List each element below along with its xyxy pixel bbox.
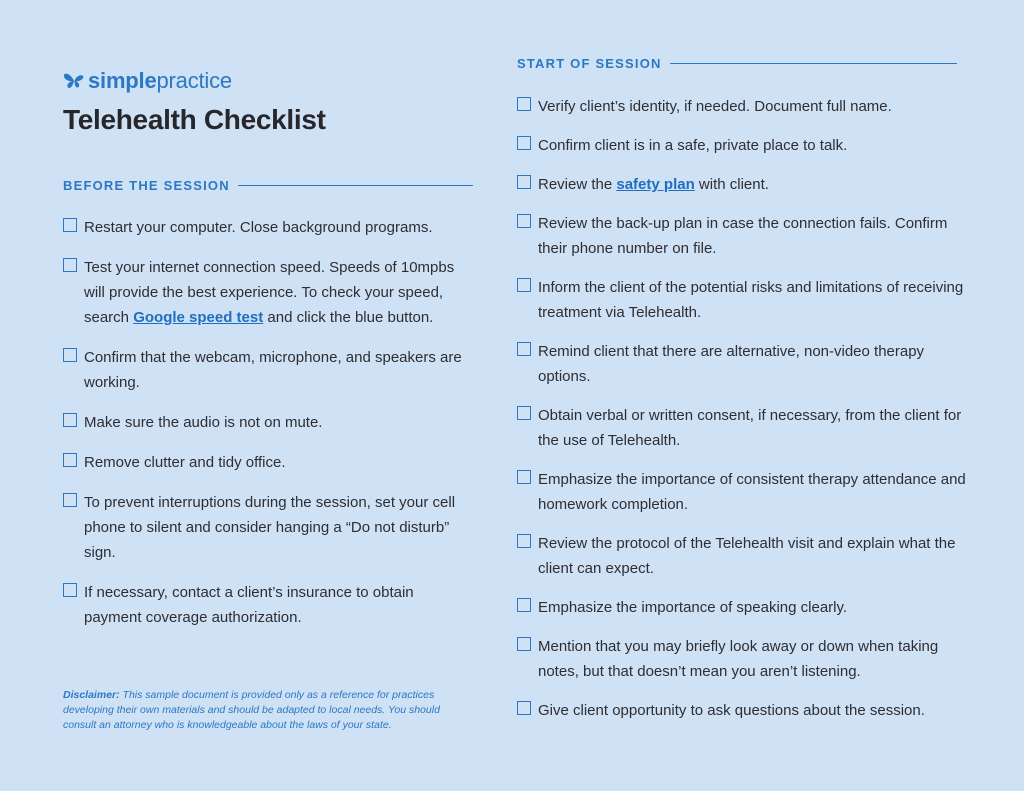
checklist-item: Review the back-up plan in case the connection fails. Confirm their phone number on file. — [517, 211, 967, 261]
simplepractice-logo — [63, 66, 475, 96]
checklist-item: Confirm that the webcam, microphone, and speakers are working. — [63, 345, 475, 395]
checkbox[interactable] — [517, 637, 531, 651]
checklist-item: Obtain verbal or written consent, if necessary, from the client for the use of Telehealth. — [517, 403, 967, 453]
checklist-item: Emphasize the importance of speaking clearly. — [517, 595, 967, 620]
google-speed-test-link[interactable]: Google speed test — [133, 309, 264, 326]
checkbox[interactable] — [517, 175, 531, 189]
checkbox[interactable] — [517, 278, 531, 292]
right-column — [517, 56, 967, 737]
checklist-item: Review the safety plan with client. — [517, 172, 967, 197]
page-title: Telehealth Checklist — [63, 104, 326, 135]
left-column — [63, 66, 475, 645]
checkbox[interactable] — [517, 406, 531, 420]
before-session-checklist — [63, 215, 475, 630]
checklist-item: Test your internet connection speed. Speeds of 10mpbs will provide the best experience. To check your speed, search Google speed test and click the blue button. — [63, 255, 475, 330]
heading-rule — [670, 63, 957, 64]
butterfly-icon — [63, 72, 85, 90]
checkbox[interactable] — [63, 493, 77, 507]
start-session-heading: START OF SESSION — [517, 56, 957, 71]
checkbox[interactable] — [517, 97, 531, 111]
checkbox[interactable] — [517, 701, 531, 715]
checkbox[interactable] — [63, 413, 77, 427]
checklist-item: Verify client’s identity, if needed. Document full name. — [517, 94, 967, 119]
checklist-item: Inform the client of the potential risks and limitations of receiving treatment via Telehealth. — [517, 275, 967, 325]
before-session-heading: BEFORE THE SESSION — [63, 178, 473, 193]
checklist-item: Restart your computer. Close background programs. — [63, 215, 475, 240]
checkbox[interactable] — [63, 583, 77, 597]
start-session-checklist — [517, 94, 967, 723]
checklist-item: Mention that you may briefly look away or down when taking notes, but that doesn’t mean you aren’t listening. — [517, 634, 967, 684]
checklist-item: Remind client that there are alternative, non-video therapy options. — [517, 339, 967, 389]
checklist-item: Make sure the audio is not on mute. — [63, 410, 475, 435]
checkbox[interactable] — [63, 348, 77, 362]
checkbox[interactable] — [63, 258, 77, 272]
checkbox[interactable] — [517, 598, 531, 612]
checklist-item: Emphasize the importance of consistent therapy attendance and homework completion. — [517, 467, 967, 517]
safety-plan-link[interactable]: safety plan — [616, 176, 695, 193]
brand-name: simplepractice — [88, 68, 232, 93]
checklist-item: To prevent interruptions during the session, set your cell phone to silent and consider hanging a “Do not disturb” sign. — [63, 490, 475, 565]
checklist-item: Remove clutter and tidy office. — [63, 450, 475, 475]
checklist-item: Give client opportunity to ask questions about the session. — [517, 698, 967, 723]
checklist-item: Confirm client is in a safe, private place to talk. — [517, 133, 967, 158]
checkbox[interactable] — [517, 214, 531, 228]
checklist-item: If necessary, contact a client’s insurance to obtain payment coverage authorization. — [63, 580, 475, 630]
checkbox[interactable] — [517, 342, 531, 356]
disclaimer: Disclaimer: This sample document is provided only as a reference for practices developing their own materials and should be adapted to local needs. You should consult an attorney who is knowledgeable about the laws of your state. — [63, 689, 440, 731]
checkbox[interactable] — [517, 470, 531, 484]
checkbox[interactable] — [517, 534, 531, 548]
heading-rule — [238, 185, 473, 186]
checkbox[interactable] — [63, 453, 77, 467]
checkbox[interactable] — [63, 218, 77, 232]
checklist-item: Review the protocol of the Telehealth visit and explain what the client can expect. — [517, 531, 967, 581]
checkbox[interactable] — [517, 136, 531, 150]
